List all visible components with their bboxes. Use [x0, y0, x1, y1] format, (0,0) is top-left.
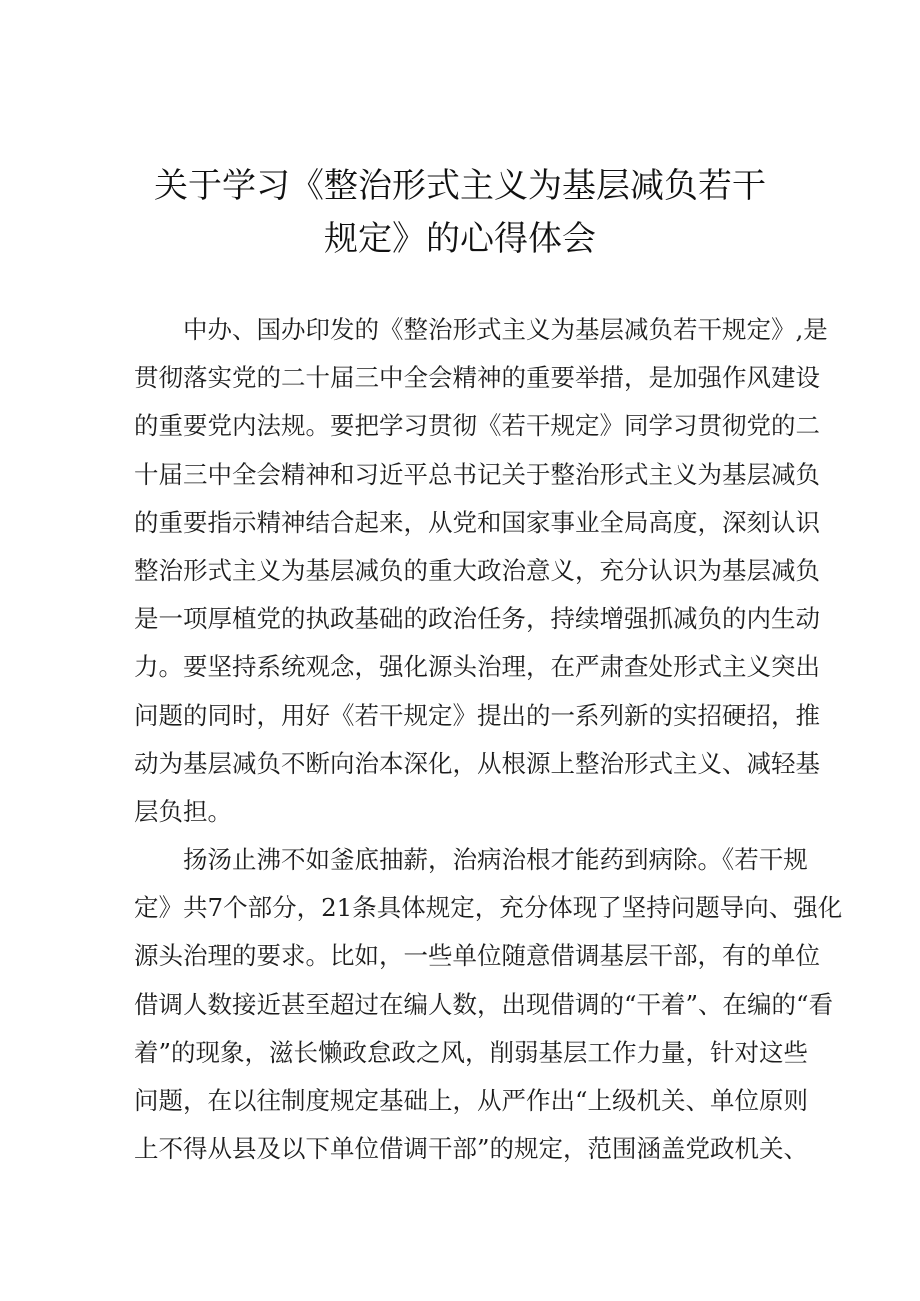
paragraph-line: 的重要指示精神结合起来，从党和国家事业全局高度，深刻认识 — [134, 507, 820, 537]
document-title — [120, 160, 800, 266]
paragraph-line: 问题，在以往制度规定基础上，从严作出“上级机关、单位原则 — [134, 1086, 809, 1115]
paragraph-1 — [134, 306, 828, 836]
paragraph-line: 整治形式主义为基层减负的重大政治意义，充分认识为基层减负 — [134, 555, 820, 585]
paragraph-line: 源头治理的要求。比如，一些单位随意借调基层干部，有的单位 — [134, 941, 820, 971]
document-body — [134, 306, 843, 1173]
paragraph-line: 着”的现象，滋长懒政怠政之风，削弱基层工作力量，针对这些 — [134, 1037, 809, 1067]
paragraph-line: 扬汤止沸不如釜底抽薪，治病治根才能药到病除。《若干规 — [183, 845, 808, 875]
paragraph-line: 力。要坚持系统观念，强化源头治理，在严肃查处形式主义突出 — [134, 652, 820, 682]
paragraph-line: 问题的同时，用好《若干规定》提出的一系列新的实招硬招，推 — [134, 700, 820, 730]
paragraph-line: 中办、国办印发的《整治形式主义为基层减负若干规定》,是 — [183, 315, 828, 344]
paragraph-line: 上不得从县及以下单位借调干部”的规定，范围涵盖党政机关、 — [134, 1134, 809, 1164]
paragraph-line: 动为基层减负不断向治本深化，从根源上整治形式主义、减轻基 — [134, 748, 820, 778]
paragraph-2 — [134, 836, 843, 1173]
paragraph-line: 定》共7个部分，21条具体规定，充分体现了坚持问题导向、强化 — [134, 893, 843, 923]
paragraph-line: 层负担。 — [134, 796, 232, 826]
paragraph-line: 借调人数接近甚至超过在编人数，出现借调的“干着”、在编的“看 — [134, 989, 834, 1019]
paragraph-line: 十届三中全会精神和习近平总书记关于整治形式主义为基层减负 — [134, 459, 820, 489]
title-line-1: 关于学习《整治形式主义为基层减负若干 — [154, 166, 766, 206]
title-line-2: 规定》的心得体会 — [324, 219, 596, 259]
paragraph-line: 的重要党内法规。要把学习贯彻《若干规定》同学习贯彻党的二 — [134, 411, 820, 441]
paragraph-line: 是一项厚植党的执政基础的政治任务，持续增强抓减负的内生动 — [134, 604, 820, 634]
paragraph-line: 贯彻落实党的二十届三中全会精神的重要举措，是加强作风建设 — [134, 363, 820, 393]
